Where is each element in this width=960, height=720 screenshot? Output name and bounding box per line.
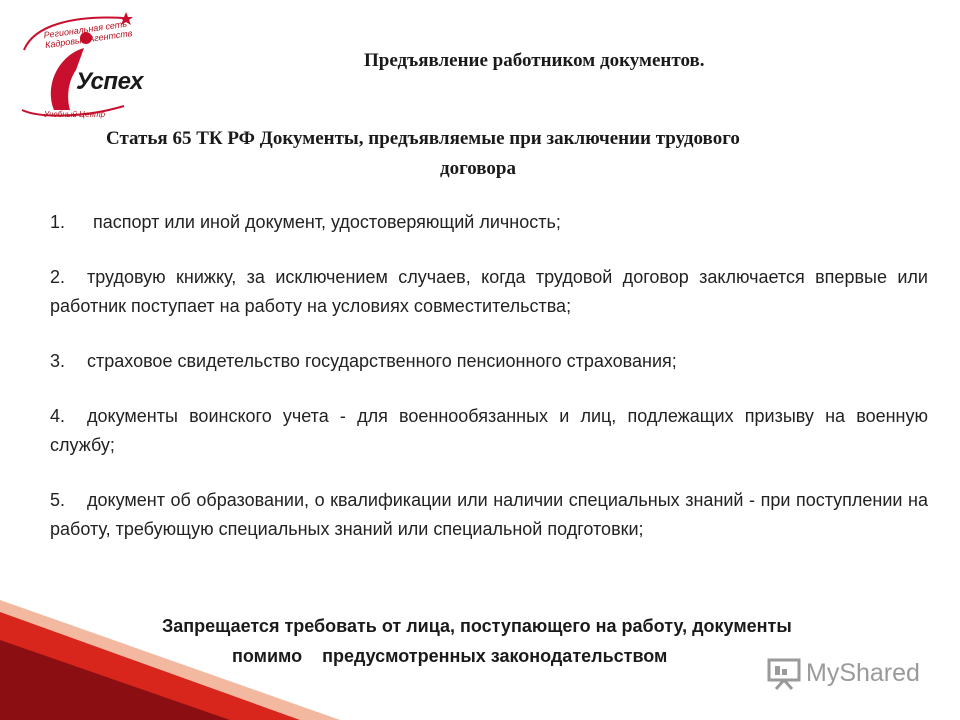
- page-title: Предъявление работником документов.: [364, 50, 705, 71]
- article-title-line2: договора: [440, 158, 516, 179]
- list-item: [50, 208, 928, 237]
- list-item-text: паспорт или иной документ, удостоверяющий личность;: [93, 212, 561, 232]
- list-item-number: 4.: [50, 406, 66, 426]
- list-item-text: документ об образовании, о квалификации или наличии специальных знаний - при поступлении на работу, требующую специальных знаний или специальной подготовки;: [50, 490, 928, 539]
- presentation-icon: [766, 655, 802, 691]
- list-item-text: трудовую книжку, за исключением случаев, когда трудовой договор заключается впервые или работник поступает на работу на условиях совместительства;: [50, 267, 928, 316]
- documents-list: [50, 208, 928, 570]
- list-item-number: 3.: [50, 351, 66, 371]
- list-item: [50, 486, 928, 544]
- list-item-text: страховое свидетельство государственного пенсионного страхования;: [87, 351, 677, 371]
- logo-wordmark: Успех: [76, 68, 143, 95]
- logo-top-text: Региональная сеть Кадровых Агентств: [43, 18, 133, 51]
- list-item-text: документы воинского учета - для военнообязанных и лиц, подлежащих призыву на военную службу;: [50, 406, 928, 455]
- article-title-line1: Статья 65 ТК РФ Документы, предъявляемые при заключении трудового: [106, 128, 740, 149]
- logo-bottom-text: Учебный Центр: [44, 110, 106, 119]
- company-logo: [14, 10, 143, 119]
- list-item-number: 2.: [50, 267, 66, 287]
- prohibition-line2: помимо предусмотренных законодательством: [232, 646, 668, 666]
- list-item: [50, 263, 928, 321]
- list-item: [50, 347, 928, 376]
- list-item-number: 5.: [50, 490, 66, 510]
- prohibition-line1: Запрещается требовать от лица, поступающего на работу, документы: [162, 616, 792, 636]
- list-item-number: 1.: [50, 212, 66, 232]
- myshared-watermark: [766, 655, 936, 695]
- watermark-text: MyShared: [806, 659, 920, 687]
- article-title: [106, 124, 926, 184]
- list-item: [50, 402, 928, 460]
